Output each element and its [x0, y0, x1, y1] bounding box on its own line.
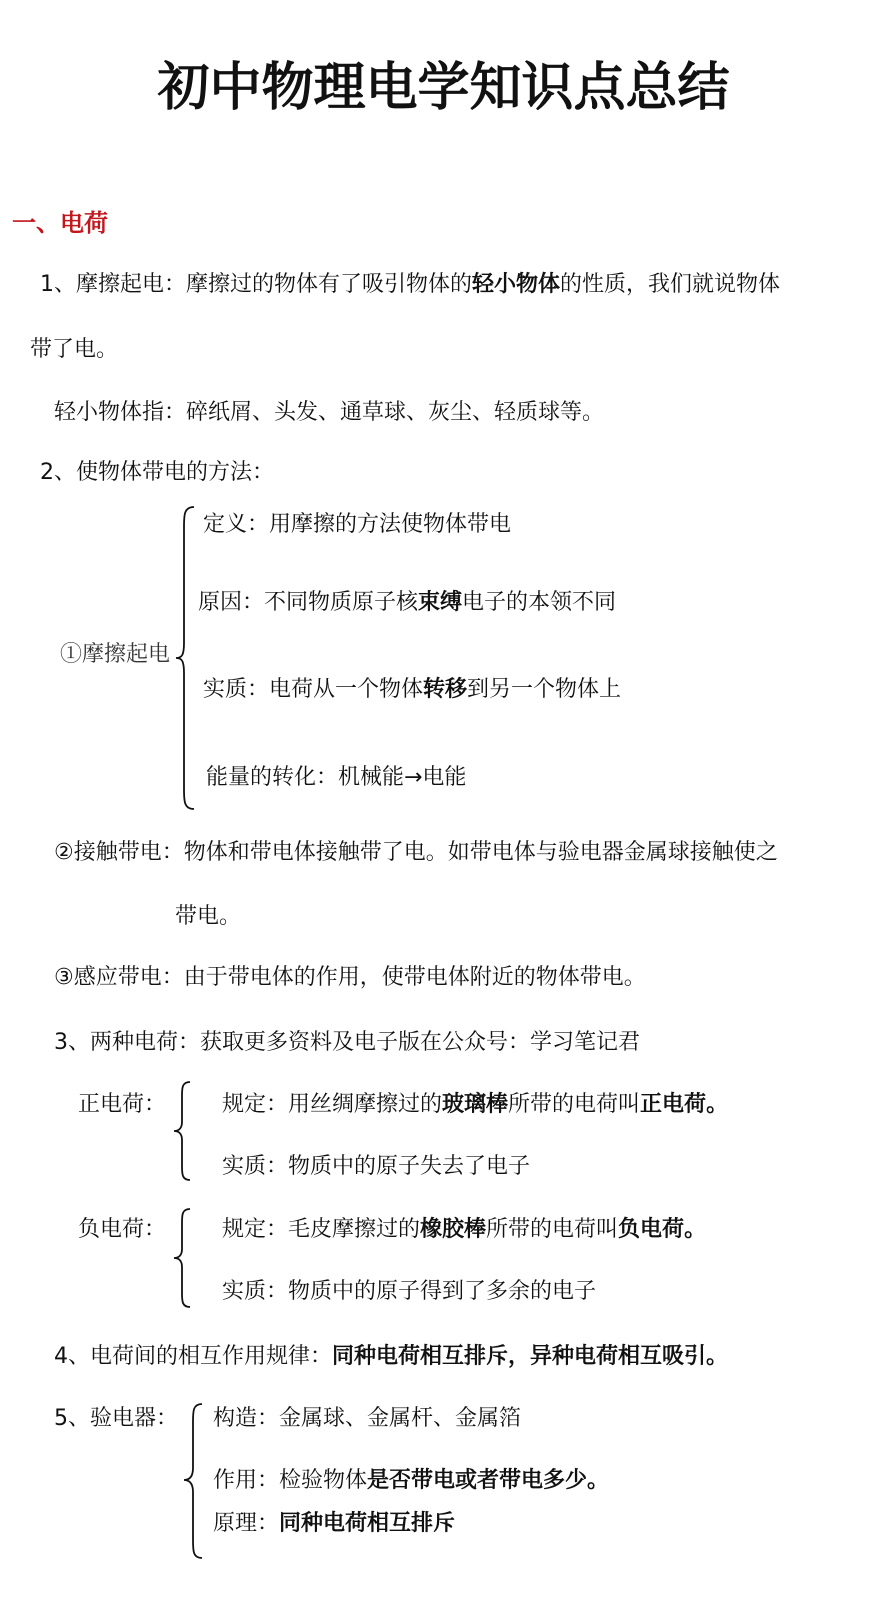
negative-brace [172, 1207, 194, 1309]
item1-line: 1、摩擦起电：摩擦过的物体有了吸引物体的轻小物体的性质，我们就说物体 [40, 272, 781, 297]
friction-brace [174, 505, 198, 811]
induction-line: ③感应带电：由于带电体的作用，使带电体附近的物体带电。 [54, 965, 646, 990]
electroscope-brace [182, 1402, 206, 1560]
negative-essence: 实质：物质中的原子得到了多余的电子 [222, 1279, 597, 1304]
electroscope-principle: 原理：同种电荷相互排斥 [213, 1511, 456, 1536]
positive-essence: 实质：物质中的原子失去了电子 [222, 1154, 531, 1179]
positive-brace [172, 1080, 194, 1182]
negative-rule: 规定：毛皮摩擦过的橡胶棒所带的电荷叫负电荷。 [222, 1217, 707, 1242]
page-title: 初中物理电学知识点总结 [157, 58, 730, 118]
friction-cause: 原因：不同物质原子核束缚电子的本领不同 [198, 590, 617, 615]
item4-line: 4、电荷间的相互作用规律：同种电荷相互排斥，异种电荷相互吸引。 [54, 1344, 729, 1369]
section-heading: 一、电荷 [12, 209, 108, 237]
item1-note: 轻小物体指：碎纸屑、头发、通草球、灰尘、轻质球等。 [54, 400, 605, 425]
positive-label: 正电荷： [78, 1092, 167, 1117]
item1-continuation: 带了电。 [30, 337, 119, 362]
positive-rule: 规定：用丝绸摩擦过的玻璃棒所带的电荷叫正电荷。 [222, 1092, 729, 1117]
item3-heading: 3、两种电荷：获取更多资料及电子版在公众号：学习笔记君 [54, 1030, 640, 1055]
friction-energy: 能量的转化：机械能→电能 [206, 765, 467, 790]
contact-line2: 带电。 [175, 904, 242, 929]
negative-label: 负电荷： [78, 1217, 167, 1242]
friction-definition: 定义：用摩擦的方法使物体带电 [203, 512, 512, 537]
friction-label: ①摩擦起电 [60, 642, 171, 667]
friction-essence: 实质：电荷从一个物体转移到另一个物体上 [203, 677, 622, 702]
electroscope-function: 作用：检验物体是否带电或者带电多少。 [213, 1468, 610, 1493]
item5-label: 5、验电器： [54, 1406, 178, 1431]
contact-line1: ②接触带电：物体和带电体接触带了电。如带电体与验电器金属球接触使之 [54, 840, 778, 865]
item2-heading: 2、使物体带电的方法： [40, 460, 274, 485]
electroscope-structure: 构造：金属球、金属杆、金属箔 [213, 1406, 522, 1431]
